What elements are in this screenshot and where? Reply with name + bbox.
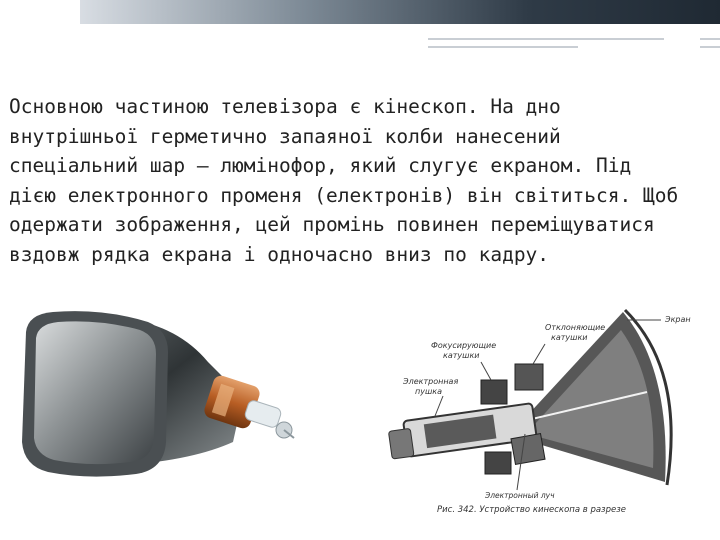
header-accent-line — [700, 38, 720, 40]
label-electron-gun: Электронная — [403, 377, 459, 386]
label-focusing-coils: Фокусирующие — [431, 341, 497, 350]
label-focusing-coils-2: катушки — [443, 351, 480, 360]
slide-header-bar — [0, 0, 720, 26]
header-accent-line — [428, 46, 578, 48]
label-deflecting-coils-2: катушки — [551, 333, 588, 342]
label-screen: Экран — [665, 315, 691, 324]
header-accent-line — [428, 38, 664, 40]
slide-body-text: Основною частиною телевізора є кінескоп. На дно внутрішньої герметично запаяної колби нанесений спеціальний шар – люмінофор, який слугує екраном. Під дією електронного променя (електронів) він світиться. Щоб одержати зображення, цей промінь повинен переміщуватися вздовж рядка екрана і одночасно вниз по кадру. — [9, 95, 679, 266]
label-electron-gun-2: пушка — [415, 387, 443, 396]
label-electron-beam: Электронный луч — [485, 491, 555, 500]
diagram-caption: Рис. 342. Устройство кинескопа в разрезе — [437, 505, 626, 515]
header-gradient — [80, 0, 720, 24]
focusing-coil — [481, 380, 507, 404]
label-deflecting-coils: Отклоняющие — [545, 323, 606, 332]
kinescope-cross-section-diagram — [385, 300, 700, 518]
deflecting-coil — [515, 364, 543, 390]
header-accent-line — [700, 46, 720, 48]
crt-tube-image — [8, 292, 298, 492]
